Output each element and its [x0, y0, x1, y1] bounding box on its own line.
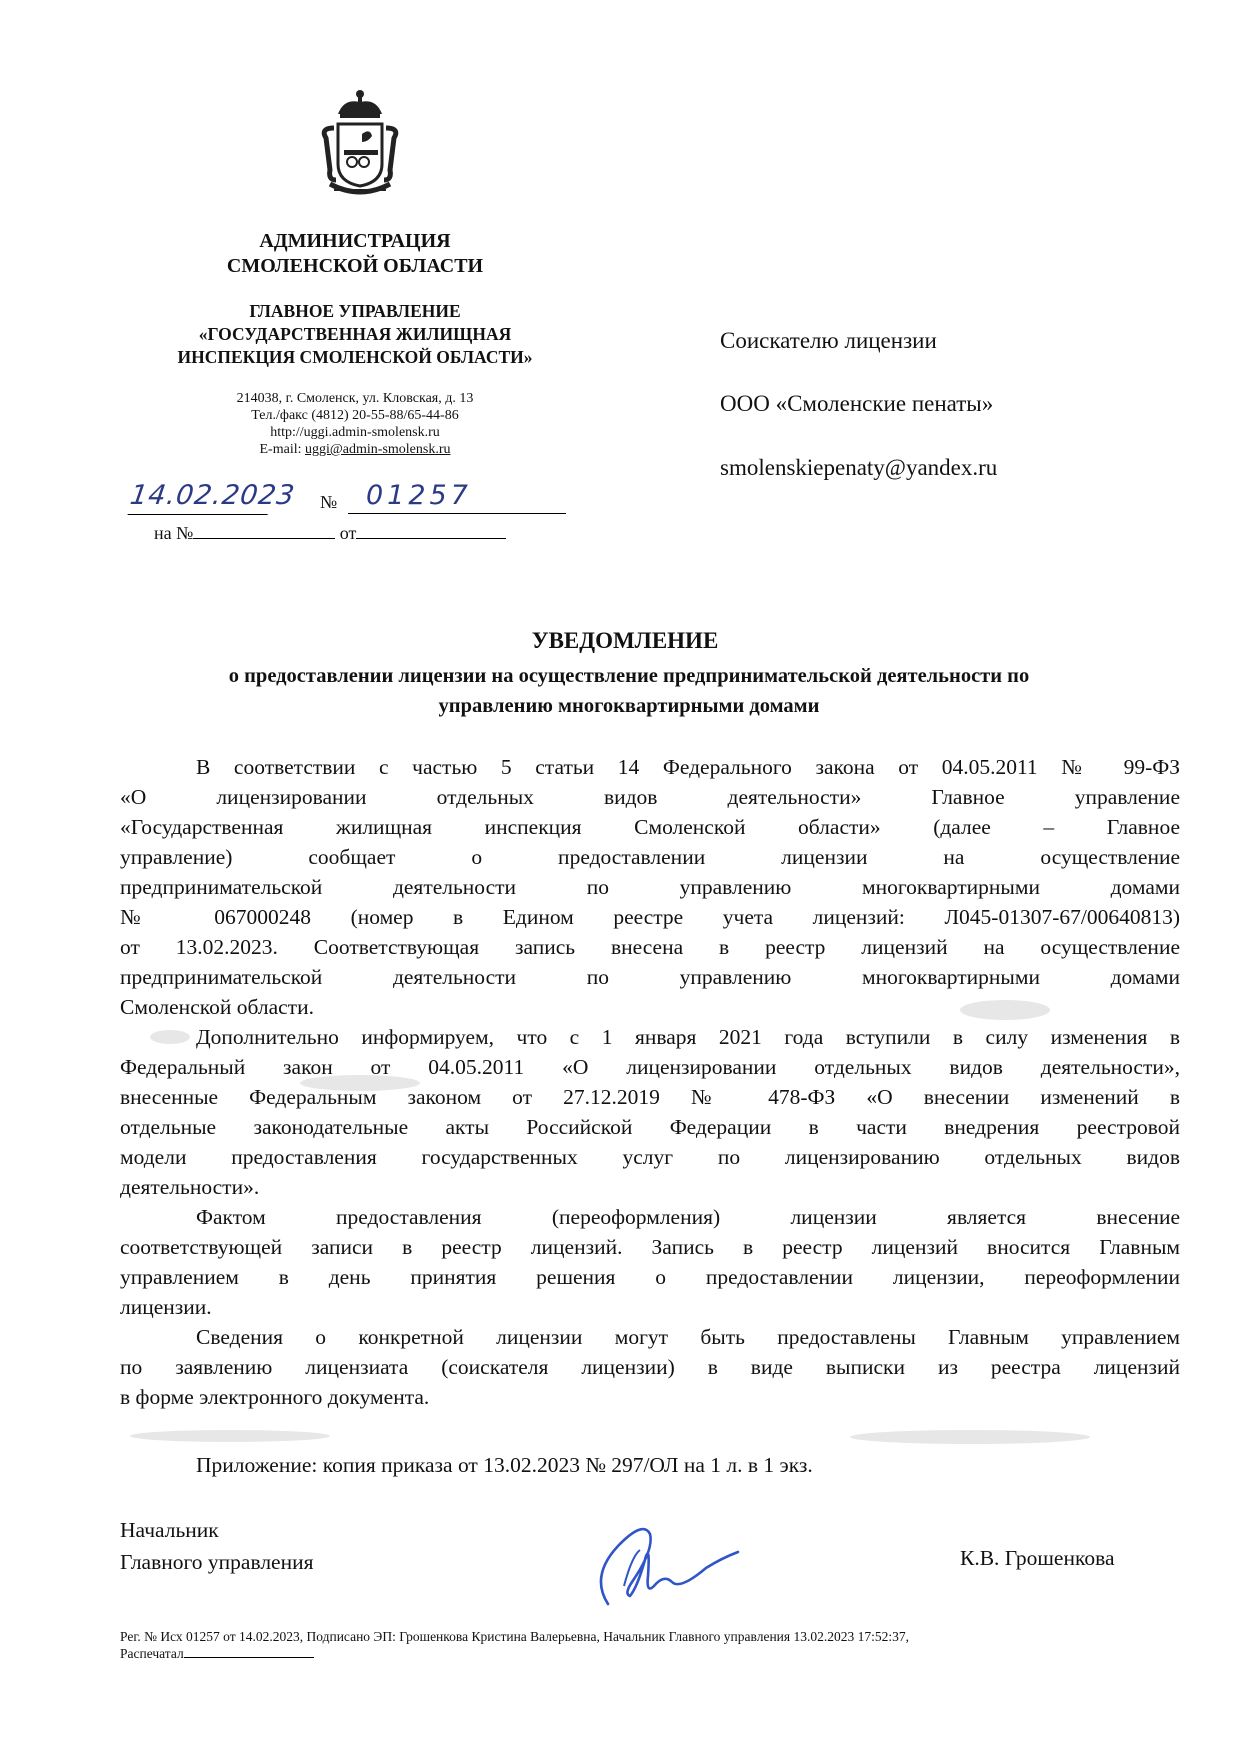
- body-line: Фактом предоставления (переоформления) лицензии является внесение: [196, 1205, 1180, 1229]
- addressee-company: ООО «Смоленские пенаты»: [720, 391, 994, 416]
- body-line: по заявлению лицензиата (соискателя лицензии) в виде выписки из реестра лицензий: [120, 1355, 1180, 1379]
- signatory-position: [120, 1514, 314, 1578]
- email-link[interactable]: uggi@admin-smolensk.ru: [305, 442, 451, 457]
- signatory-position-line: Начальник: [120, 1518, 219, 1542]
- phone: Тел./факс (4812) 20-55-88/65-44-86: [251, 408, 459, 423]
- scan-noise: [960, 1000, 1050, 1020]
- body-line: Федеральный закон от 04.05.2011 «О лицензировании отдельных видов деятельности»,: [120, 1055, 1180, 1079]
- body-line: от 13.02.2023. Соответствующая запись внесена в реестр лицензий на осуществление: [120, 935, 1180, 959]
- body-line: управлением в день принятия решения о предоставлении лицензии, переоформлении: [120, 1265, 1180, 1289]
- number-label: №: [320, 492, 338, 512]
- body-line: предпринимательской деятельности по управлению многоквартирными домами: [120, 965, 1180, 989]
- ref-number-blank: [193, 522, 335, 539]
- signatory-position-line: Главного управления: [120, 1550, 314, 1574]
- notice-subtitle-line: о предоставлении лицензии на осуществление предпринимательской деятельности по: [228, 665, 1030, 687]
- body-line: соответствующей записи в реестр лицензий. Запись в реестр лицензий вносится Главным: [120, 1235, 1180, 1259]
- body-line: Сведения о конкретной лицензии могут быть предоставлены Главным управлением: [196, 1325, 1180, 1349]
- body-line: «О лицензировании отдельных видов деятельности» Главное управление: [120, 785, 1180, 809]
- addressee-title: Соискателю лицензии: [720, 328, 937, 353]
- org-name: [120, 229, 590, 279]
- department-name-line: ИНСПЕКЦИЯ СМОЛЕНСКОЙ ОБЛАСТИ»: [177, 347, 533, 367]
- body-line: в форме электронного документа.: [120, 1385, 430, 1409]
- addressee-email[interactable]: smolenskiepenaty@yandex.ru: [720, 455, 998, 480]
- body-line: управление) сообщает о предоставлении лицензии на осуществление: [120, 845, 1180, 869]
- body-line: модели предоставления государственных услуг по лицензированию отдельных видов: [120, 1145, 1180, 1169]
- ref-date-blank: [356, 522, 506, 539]
- body-line: «Государственная жилищная инспекция Смоленской области» (далее – Главное: [120, 815, 1180, 839]
- registration-line: [120, 480, 575, 518]
- department-name-line: «ГОСУДАРСТВЕННАЯ ЖИЛИЩНАЯ: [198, 324, 512, 344]
- registration-number: 01257: [348, 480, 566, 514]
- notice-title: УВЕДОМЛЕНИЕ: [531, 628, 719, 653]
- body-line: предпринимательской деятельности по управлению многоквартирными домами: [120, 875, 1180, 899]
- scan-noise: [300, 1075, 420, 1091]
- department-name-line: ГЛАВНОЕ УПРАВЛЕНИЕ: [249, 301, 461, 321]
- org-name-line: АДМИНИСТРАЦИЯ: [259, 230, 451, 252]
- handwritten-signature-icon: [588, 1516, 748, 1606]
- attachment-note: Приложение: копия приказа от 13.02.2023 № 297/ОЛ на 1 л. в 1 экз.: [196, 1453, 813, 1477]
- body-line: лицензии.: [120, 1295, 212, 1319]
- smolensk-coat-of-arms-icon: [300, 84, 420, 204]
- body-line: отдельные законодательные акты Российской Федерации в части внедрения реестровой: [120, 1115, 1180, 1139]
- ref-number-label: на №: [154, 523, 194, 543]
- department-name: [120, 300, 590, 369]
- website-link[interactable]: http://uggi.admin-smolensk.ru: [270, 425, 440, 440]
- org-name-line: СМОЛЕНСКОЙ ОБЛАСТИ: [226, 255, 484, 277]
- email-label: E-mail:: [259, 442, 305, 457]
- body-line: Смоленской области.: [120, 995, 314, 1019]
- notice-subtitle: [118, 661, 1140, 721]
- notice-subtitle-line: управлению многоквартирными домами: [438, 695, 820, 717]
- scan-noise: [130, 1430, 330, 1442]
- email-row: [120, 441, 590, 458]
- body-line: Дополнительно информируем, что с 1 января 2021 года вступили в силу изменения в: [196, 1025, 1180, 1049]
- footer-printed-label: Распечатал: [120, 1646, 184, 1661]
- scan-noise: [150, 1030, 190, 1044]
- body-line: № 067000248 (номер в Едином реестре учета лицензий: Л045-01307-67/00640813): [120, 905, 1180, 929]
- registration-footer: [120, 1628, 1160, 1662]
- body-line: внесенные Федеральным законом от 27.12.2019 № 478-ФЗ «О внесении изменений в: [120, 1085, 1180, 1109]
- body-line: В соответствии с частью 5 статьи 14 Федерального закона от 04.05.2011 № 99-ФЗ: [196, 755, 1180, 779]
- footer-line: Рег. № Исх 01257 от 14.02.2023, Подписано ЭП: Грошенкова Кристина Валерьевна, Начальник Главного управления 13.02.2023 17:52:37,: [120, 1629, 909, 1644]
- contact-block: [120, 390, 590, 458]
- signatory-name: К.В. Грошенкова: [960, 1546, 1115, 1570]
- registration-date: 14.02.2023: [128, 480, 273, 515]
- reference-line: [154, 522, 506, 544]
- body-line: деятельности».: [120, 1175, 260, 1199]
- footer-printed-row: [120, 1645, 1160, 1662]
- address: 214038, г. Смоленск, ул. Кловская, д. 13: [236, 391, 474, 406]
- scan-noise: [850, 1430, 1090, 1444]
- ref-from-label: от: [339, 523, 357, 543]
- printed-by-blank: [184, 1645, 314, 1658]
